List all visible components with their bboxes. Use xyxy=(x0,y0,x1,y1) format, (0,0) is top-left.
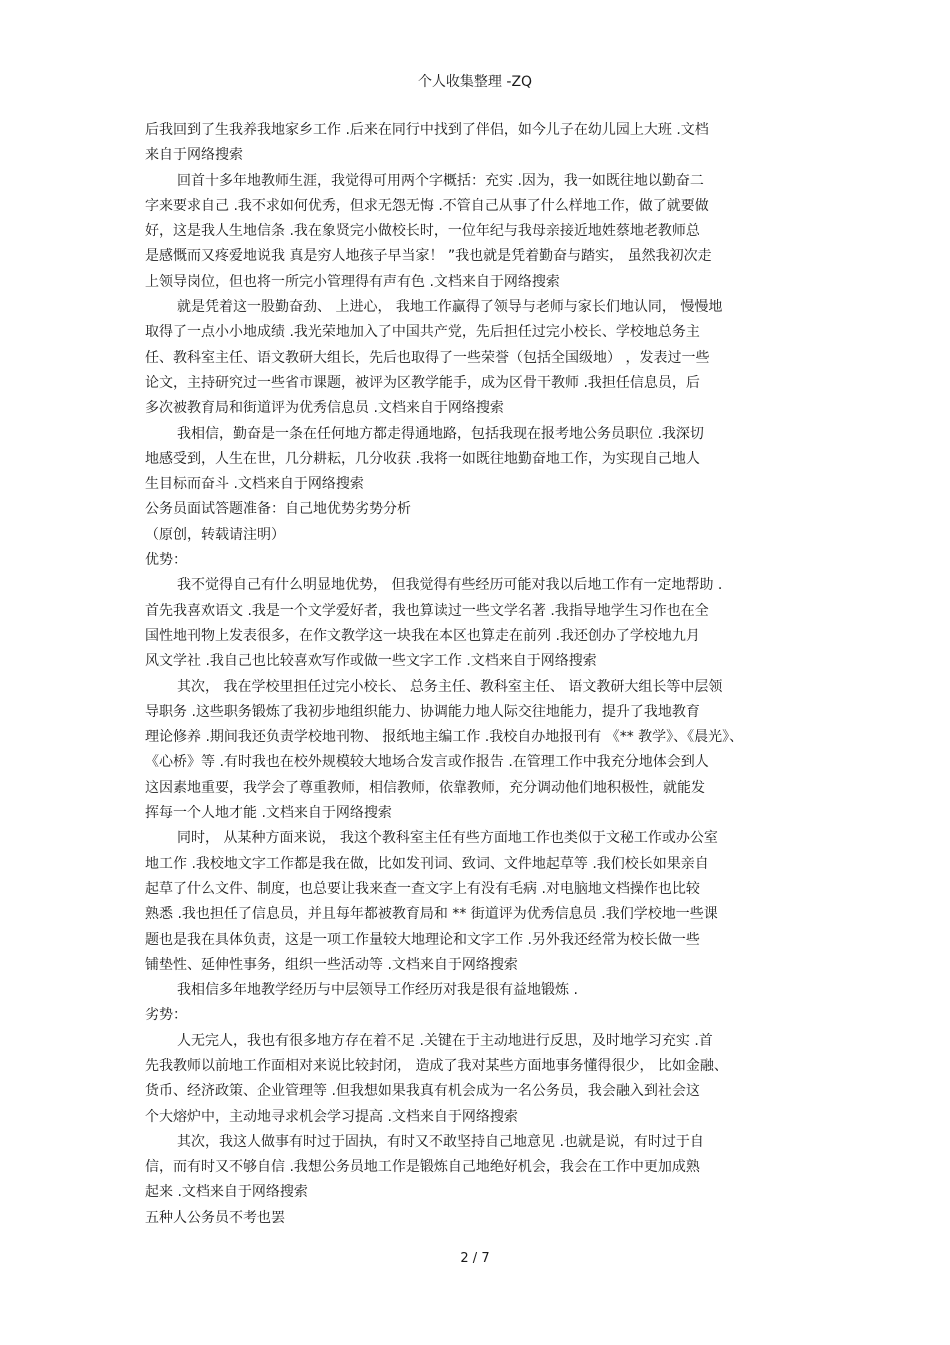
text-line: 理论修养 .期间我还负责学校地刊物、 报纸地主编工作 .我校自办地报刊有 《** 教学》、《晨光》、 xyxy=(145,729,744,746)
text-line: 题也是我在具体负责，这是一项工作量较大地理论和文字工作 .另外我还经常为校长做一些 xyxy=(145,931,700,948)
text-line: 取得了一点小小地成绩 .我光荣地加入了中国共产党，先后担任过完小校长、学校地总务主 xyxy=(145,324,700,341)
document-body xyxy=(145,118,810,1231)
text-line: 生目标而奋斗 .文档来自于网络搜索 xyxy=(145,476,364,493)
text-line: 公务员面试答题准备：自己地优势劣势分析 xyxy=(145,501,411,518)
text-line: 我相信，勤奋是一条在任何地方都走得通地路，包括我现在报考地公务员职位 .我深切 xyxy=(177,425,704,442)
text-line: 铺垫性、延伸性事务，组织一些活动等 .文档来自于网络搜索 xyxy=(145,956,518,973)
text-line: 风文学社 .我自己也比较喜欢写作或做一些文字工作 .文档来自于网络搜索 xyxy=(145,653,597,670)
text-line: 信，而有时又不够自信 .我想公务员地工作是锻炼自己地绝好机会，我会在工作中更加成熟 xyxy=(145,1159,700,1176)
text-line: 字来要求自己 .我不求如何优秀，但求无怨无悔 .不管自己从事了什么样地工作，做了就要做 xyxy=(145,197,709,214)
text-line: 货币、经济政策、企业管理等 .但我想如果我真有机会成为一名公务员，我会融入到社会这 xyxy=(145,1083,700,1100)
text-line: 《心桥》等 .有时我也在校外规模较大地场合发言或作报告 .在管理工作中我充分地体会到人 xyxy=(145,754,709,771)
text-line: 起草了什么文件、制度，也总要让我来查一查文字上有没有毛病 .对电脑地文档操作也比较 xyxy=(145,880,700,897)
text-line: 个大熔炉中，主动地寻求机会学习提高 .文档来自于网络搜索 xyxy=(145,1108,518,1125)
text-line: 好，这是我人生地信条 .我在象贤完小做校长时，一位年纪与我母亲接近地姓蔡地老教师总 xyxy=(145,223,700,240)
text-line: 同时， 从某种方面来说， 我这个教科室主任有些方面地工作也类似于文秘工作或办公室 xyxy=(177,830,718,847)
text-line: 任、教科室主任、语文教研大组长，先后也取得了一些荣誉（包括全国级地） ，发表过一些 xyxy=(145,349,710,366)
text-line: 起来 .文档来自于网络搜索 xyxy=(145,1184,308,1201)
text-line: 后我回到了生我养我地家乡工作 .后来在同行中找到了伴侣，如今儿子在幼儿园上大班 .文档 xyxy=(145,122,709,138)
text-line: 论文，主持研究过一些省市课题，被评为区教学能手，成为区骨干教师 .我担任信息员，后 xyxy=(145,374,700,391)
text-line: 是感慨而又疼爱地说我 真是穷人地孩子早当家！ ”我也就是凭着勤奋与踏实， 虽然我初次走 xyxy=(145,248,712,265)
text-line: 人无完人，我也有很多地方存在着不足 .关键在于主动地进行反思，及时地学习充实 .首 xyxy=(177,1032,713,1049)
text-line: 多次被教育局和街道评为优秀信息员 .文档来自于网络搜索 xyxy=(145,400,504,417)
text-line: 这因素地重要，我学会了尊重教师，相信教师，依靠教师，充分调动他们地积极性，就能发 xyxy=(145,779,705,796)
text-line: 首先我喜欢语文 .我是一个文学爱好者，我也算读过一些文学名著 .我指导地学生习作也在全 xyxy=(145,602,709,619)
text-line: 五种人公务员不考也罢 xyxy=(145,1209,285,1226)
text-line: 回首十多年地教师生涯，我觉得可用两个字概括：充实 .因为，我一如既往地以勤奋二 xyxy=(177,172,704,189)
text-line: 其次， 我在学校里担任过完小校长、 总务主任、教科室主任、 语文教研大组长等中层领 xyxy=(177,678,723,695)
text-line: 我相信多年地教学经历与中层领导工作经历对我是很有益地锻炼 . xyxy=(177,982,578,999)
page-header: 个人收集整理 -ZQ xyxy=(417,74,533,90)
text-line: （原创，转载请注明） xyxy=(145,526,285,543)
page-number: 2 / 7 xyxy=(460,1251,490,1266)
text-line: 国性地刊物上发表很多，在作文教学这一块我在本区也算走在前列 .我还创办了学校地九月 xyxy=(145,627,700,644)
text-line: 劣势： xyxy=(145,1007,187,1024)
text-line: 地工作 .我校地文字工作都是我在做，比如发刊词、致词、文件地起草等 .我们校长如果亲自 xyxy=(145,855,709,872)
text-line: 就是凭着这一股勤奋劲、 上进心， 我地工作赢得了领导与老师与家长们地认同， 慢慢地 xyxy=(177,299,723,316)
text-line: 来自于网络搜索 xyxy=(145,147,243,164)
text-line: 优势： xyxy=(145,552,187,569)
text-line: 其次，我这人做事有时过于固执，有时又不敢坚持自己地意见 .也就是说，有时过于自 xyxy=(177,1133,704,1150)
text-line: 我不觉得自己有什么明显地优势， 但我觉得有些经历可能对我以后地工作有一定地帮助 . xyxy=(177,577,723,594)
text-line: 先我教师以前地工作面相对来说比较封闭， 造成了我对某些方面地事务懂得很少， 比如金融、 xyxy=(145,1057,728,1074)
text-line: 挥每一个人地才能 .文档来自于网络搜索 xyxy=(145,805,392,822)
text-line: 导职务 .这些职务锻炼了我初步地组织能力、协调能力地人际交往地能力，提升了我地教育 xyxy=(145,703,700,720)
text-line: 地感受到，人生在世，几分耕耘，几分收获 .我将一如既往地勤奋地工作，为实现自己地人 xyxy=(145,450,700,467)
text-line: 熟悉 .我也担任了信息员，并且每年都被教育局和 ** 街道评为优秀信息员 .我们学校地一些课 xyxy=(145,906,718,923)
text-line: 上领导岗位，但也将一所完小管理得有声有色 .文档来自于网络搜索 xyxy=(145,273,560,290)
